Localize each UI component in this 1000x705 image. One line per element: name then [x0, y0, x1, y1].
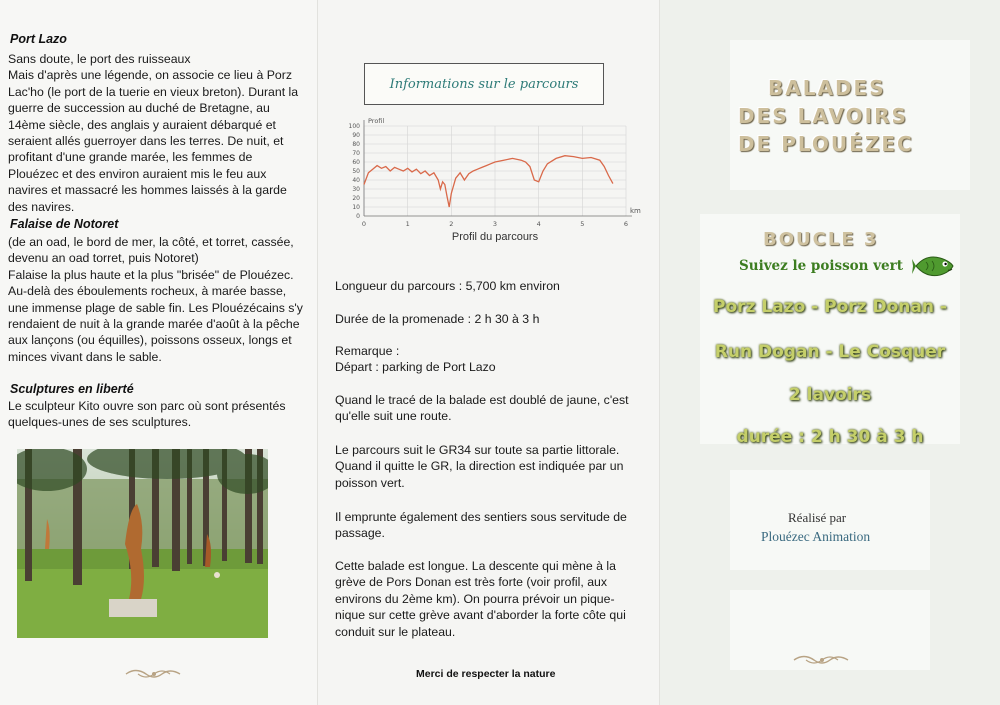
- y-tick-label: 50: [352, 168, 360, 175]
- info-title: Informations sur le parcours: [389, 76, 579, 92]
- text-gr34: Le parcours suit le GR34 sur toute sa partie littorale. Quand il quitte le GR, la direction est indiquée par un poisson vert.: [335, 443, 624, 490]
- ornament-flourish-icon: [124, 665, 184, 683]
- info-title-box: [364, 63, 604, 105]
- section-title-sculptures: Sculptures en liberté: [10, 382, 134, 396]
- route-line-3: 2 lavoirs: [788, 385, 872, 405]
- left-panel: [0, 0, 318, 705]
- y-tick-label: 20: [352, 195, 360, 202]
- text-descente: Cette balade est longue. La descente qui mène à la grève de Pors Donan est très forte (voir profil, aux environs du 2ème km). On pourra prévoir un pique-nique sur cette grève avant d'aborder la forte côte qui conduit sur le plateau.: [335, 559, 626, 639]
- text-remarque: Remarque : Départ : parking de Port Lazo: [335, 344, 496, 375]
- sculpture-park-photo: [17, 449, 268, 638]
- text-servitude: Il emprunte également des sentiers sous servitude de passage.: [335, 510, 627, 541]
- right-panel: [660, 0, 1000, 705]
- x-tick-label: 0: [361, 220, 367, 228]
- footer-merci: Merci de respecter la nature: [416, 668, 556, 680]
- title-line-2: DES LAVOIRS: [738, 104, 908, 128]
- chart-title: Profil: [368, 117, 385, 125]
- boucle-label: BOUCLE 3: [763, 229, 879, 250]
- section-body-sculptures: Le sculpteur Kito ouvre son parc où sont présentés quelques-unes de ses sculptures.: [8, 399, 286, 430]
- section-title-port-lazo: Port Lazo: [10, 32, 67, 46]
- realise-par-label: Réalisé par: [788, 510, 847, 525]
- y-tick-label: 60: [352, 159, 360, 166]
- section-body-port-lazo: Sans doute, le port des ruisseaux Mais d'après une légende, on associe ce lieu à Porz Lac'ho (le port de la tuerie en vieux breton). Durant la guerre de succession au duché de Bretagne, au 14ème siècle, des anglais y auraient débarqué et seraient allés guerroyer dans les terres. De nuit, et profitant d'une grande marée, les femmes de Plouézec et des environ auraient mis le feu aux navires et massacré les hommes laissés à la garde des navires.: [8, 52, 299, 214]
- y-tick-label: 90: [352, 132, 360, 139]
- route-line-2: Run Dogan - Le Cosquer: [714, 342, 946, 362]
- section-body-falaise: (de an oad, le bord de mer, la côté, et torret, cassée, devenu an oad torret, puis Notoret) Falaise la plus haute et la plus "brisée" de Plouézec. Au-delà des éboulements rocheux, à marée basse, une immense plage de sable fin. Les Plouézécains s'y rendaient de nuit à la grande marée d'août à la pêche aux lançons (ou équilles), poissons osseux, longs et minces vivant dans le sable.: [8, 235, 303, 364]
- y-tick-label: 30: [352, 186, 360, 193]
- association-name: Plouézec Animation: [761, 529, 871, 544]
- x-tick-label: 1: [405, 220, 410, 228]
- y-tick-label: 80: [352, 141, 360, 148]
- green-fish-icon: [912, 252, 956, 280]
- chart-caption: Profil du parcours: [451, 231, 539, 242]
- y-tick-label: 70: [352, 150, 360, 157]
- title-line-1: BALADES: [768, 76, 886, 100]
- x-tick-label: 2: [449, 220, 454, 228]
- text-trace: Quand le tracé de la balade est doublé de jaune, c'est qu'elle suit une route.: [335, 393, 629, 424]
- y-tick-label: 100: [348, 123, 360, 130]
- y-tick-label: 10: [352, 204, 360, 211]
- x-tick-label: 6: [623, 220, 629, 228]
- title-line-3: DE PLOUÉZEC: [738, 132, 914, 156]
- text-duree: Durée de la promenade : 2 h 30 à 3 h: [335, 312, 540, 326]
- x-tick-label: 4: [536, 220, 541, 228]
- x-tick-label: 3: [492, 220, 498, 228]
- brochure-title: [720, 74, 960, 158]
- route-line-1: Porz Lazo - Porz Donan -: [713, 297, 947, 317]
- suivez-poisson-label: Suivez le poisson vert: [739, 258, 903, 274]
- profile-series-line: [364, 156, 613, 207]
- section-title-falaise: Falaise de Notoret: [10, 217, 119, 231]
- y-tick-label: 0: [356, 213, 360, 220]
- text-longueur: Longueur du parcours : 5,700 km environ: [335, 279, 560, 293]
- y-tick-label: 40: [352, 177, 360, 184]
- middle-panel: [318, 0, 660, 705]
- chart-xlabel: km: [630, 207, 641, 215]
- elevation-profile-chart: [326, 112, 646, 242]
- x-tick-label: 5: [580, 220, 585, 228]
- route-line-4: durée : 2 h 30 à 3 h: [736, 427, 924, 447]
- ornament-flourish-icon: [792, 651, 852, 669]
